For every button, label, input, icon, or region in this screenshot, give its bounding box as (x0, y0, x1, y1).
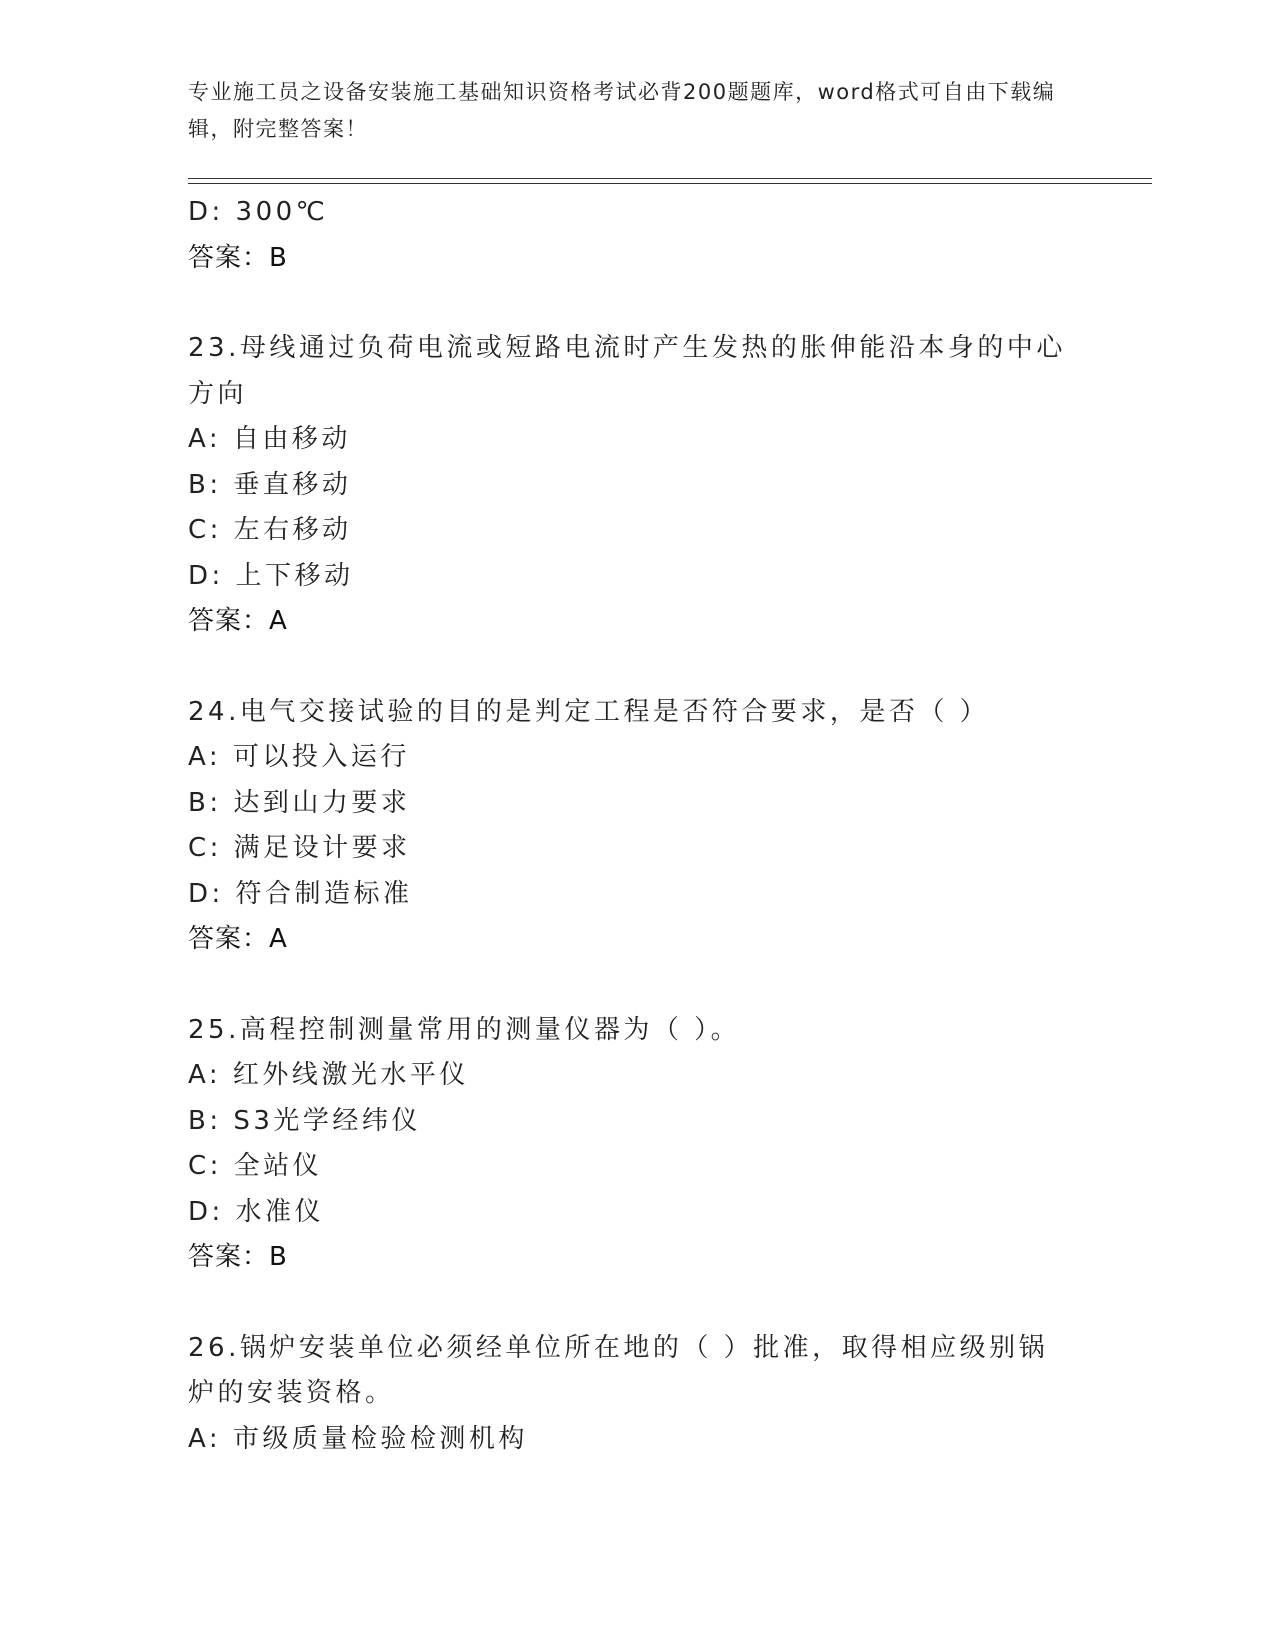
question-25 (188, 1008, 1088, 1281)
spacer (188, 645, 1088, 690)
option-c: C: 满足设计要求 (188, 833, 411, 863)
question-text: 24.电气交接试验的目的是判定工程是否符合要求，是否（ ） (188, 696, 990, 727)
option-d: D: 水准仪 (188, 1196, 325, 1227)
document-header: 专业施工员之设备安装施工基础知识资格考试必背200题题库，word格式可自由下载编辑，附完整答案！ (188, 80, 1056, 141)
spacer (188, 1281, 1088, 1326)
spacer (188, 963, 1088, 1008)
option-d: D: 符合制造标准 (188, 878, 413, 909)
option-a: A: 红外线激光水平仪 (188, 1060, 469, 1090)
option-b: B: 达到山力要求 (188, 787, 411, 818)
question-text: 25.高程控制测量常用的测量仪器为（ ）。 (188, 1014, 741, 1045)
header-rule-top (188, 178, 1152, 179)
option-a: A: 可以投入运行 (188, 742, 410, 772)
question-24 (188, 690, 1088, 963)
question-list (188, 190, 1088, 1462)
option-b: B: S3光学经纬仪 (188, 1105, 421, 1136)
option-a: A: 市级质量检验检测机构 (188, 1423, 528, 1454)
question-text: 23.母线通过负荷电流或短路电流时产生发热的胀伸能沿本身的中心方向 (188, 333, 1066, 409)
answer: 答案：A (188, 606, 288, 636)
answer: 答案：A (188, 924, 288, 954)
question-text: 26.锅炉安装单位必须经单位所在地的（ ）批准，取得相应级别锅炉的安装资格。 (188, 1332, 1049, 1408)
option-c: C: 全站仪 (188, 1151, 323, 1181)
question-23 (188, 326, 1088, 645)
question-26 (188, 1326, 1088, 1463)
option-b: B: 垂直移动 (188, 469, 352, 500)
previous-question-tail (188, 190, 1088, 281)
spacer (188, 281, 1088, 326)
answer: 答案：B (188, 242, 288, 273)
option-d: D: 300℃ (188, 197, 329, 227)
option-d: D: 上下移动 (188, 560, 354, 591)
option-a: A: 自由移动 (188, 424, 351, 454)
answer: 答案：B (188, 1242, 288, 1272)
header-rule-bottom (188, 183, 1152, 184)
option-c: C: 左右移动 (188, 515, 352, 545)
